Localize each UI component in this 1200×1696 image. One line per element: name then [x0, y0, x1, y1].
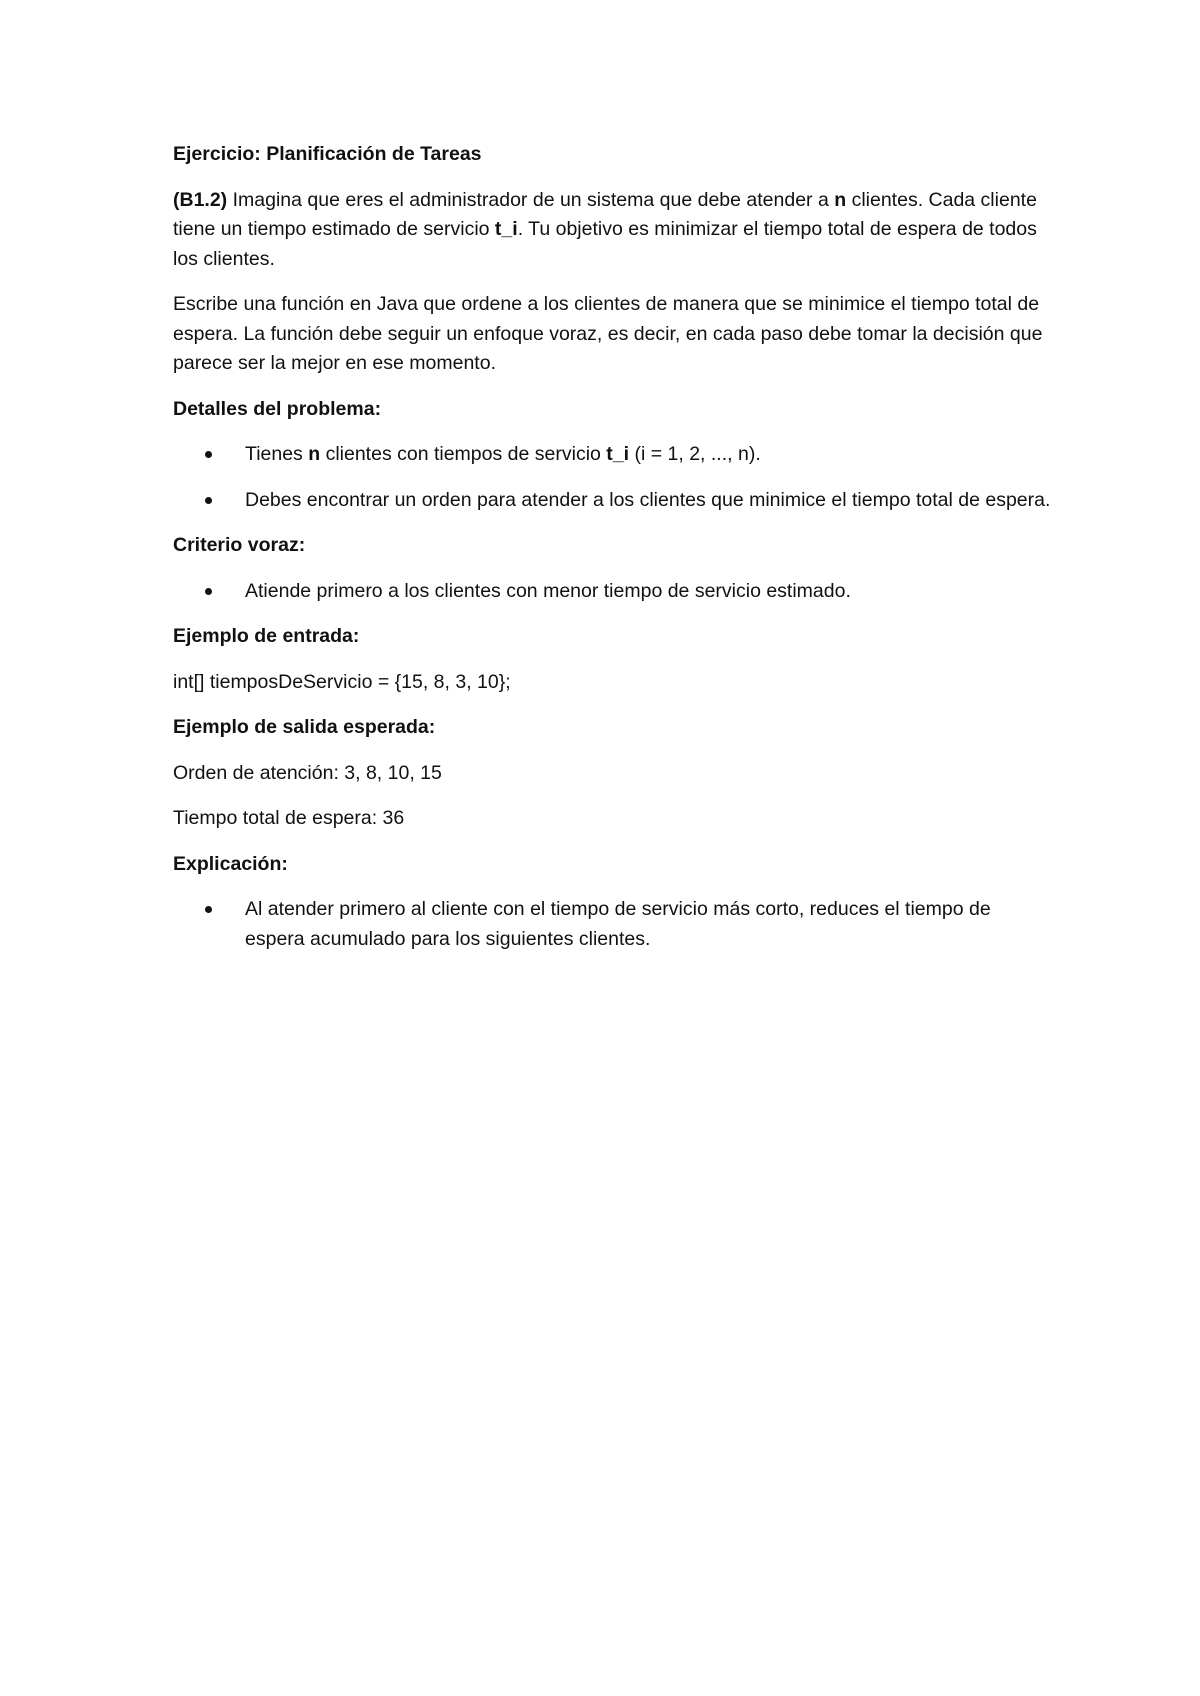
explanation-text: Al atender primero al cliente con el tiempo de servicio más corto, reduces el tiempo de espera acumulado para los siguientes clientes. [245, 898, 991, 950]
document-title: Ejercicio: Planificación de Tareas [173, 143, 482, 165]
bullet-icon [205, 588, 212, 595]
detail-1-c: (i = 1, 2, ..., n). [629, 443, 761, 465]
details-list [173, 440, 1053, 515]
exercise-code: (B1.2) [173, 188, 228, 211]
intro-text-3: . Tu objetivo es minimizar el tiempo total de espera de todos los clientes. [173, 218, 1037, 270]
document-body [173, 140, 1053, 970]
criterion-heading: Criterio voraz: [173, 534, 306, 556]
list-item [173, 440, 1053, 470]
task-paragraph: Escribe una función en Java que ordene a los clientes de manera que se minimice el tiempo total de espera. La función debe seguir un enfoque voraz, es decir, en cada paso debe tomar la decisión que parece ser la mejor en ese momento. [173, 293, 1043, 374]
intro-text-2: clientes. Cada cliente tiene un tiempo estimado de servicio [173, 188, 1037, 240]
list-item [173, 486, 1053, 516]
intro-n: n [834, 188, 847, 211]
detail-1-a: Tienes [245, 443, 309, 465]
criterion-text: Atiende primero a los clientes con menor tiempo de servicio estimado. [245, 579, 851, 602]
criterion-list [173, 577, 1053, 607]
bullet-icon [205, 906, 212, 913]
intro-text-1: Imagina que eres el administrador de un sistema que debe atender a [227, 188, 835, 211]
output-heading: Ejemplo de salida esperada: [173, 716, 436, 738]
bullet-icon [205, 451, 212, 458]
detail-2: Debes encontrar un orden para atender a los clientes que minimice el tiempo total de espera. [245, 488, 1051, 511]
input-code: int[] tiemposDeServicio = {15, 8, 3, 10}; [173, 670, 511, 693]
input-heading: Ejemplo de entrada: [173, 625, 360, 647]
intro-paragraph [173, 186, 1053, 275]
list-item [173, 577, 1053, 607]
list-item [173, 895, 1053, 954]
detail-1-ti: t_i [606, 443, 630, 465]
bullet-icon [205, 497, 212, 504]
detail-1-b: clientes con tiempos de servicio [320, 443, 607, 465]
detail-1-n: n [308, 443, 321, 465]
details-heading: Detalles del problema: [173, 397, 382, 420]
output-line-2: Tiempo total de espera: 36 [173, 807, 405, 829]
intro-ti: t_i [494, 218, 518, 240]
explanation-heading: Explicación: [173, 852, 288, 875]
explanation-list [173, 895, 1053, 954]
output-line-1: Orden de atención: 3, 8, 10, 15 [173, 761, 442, 784]
